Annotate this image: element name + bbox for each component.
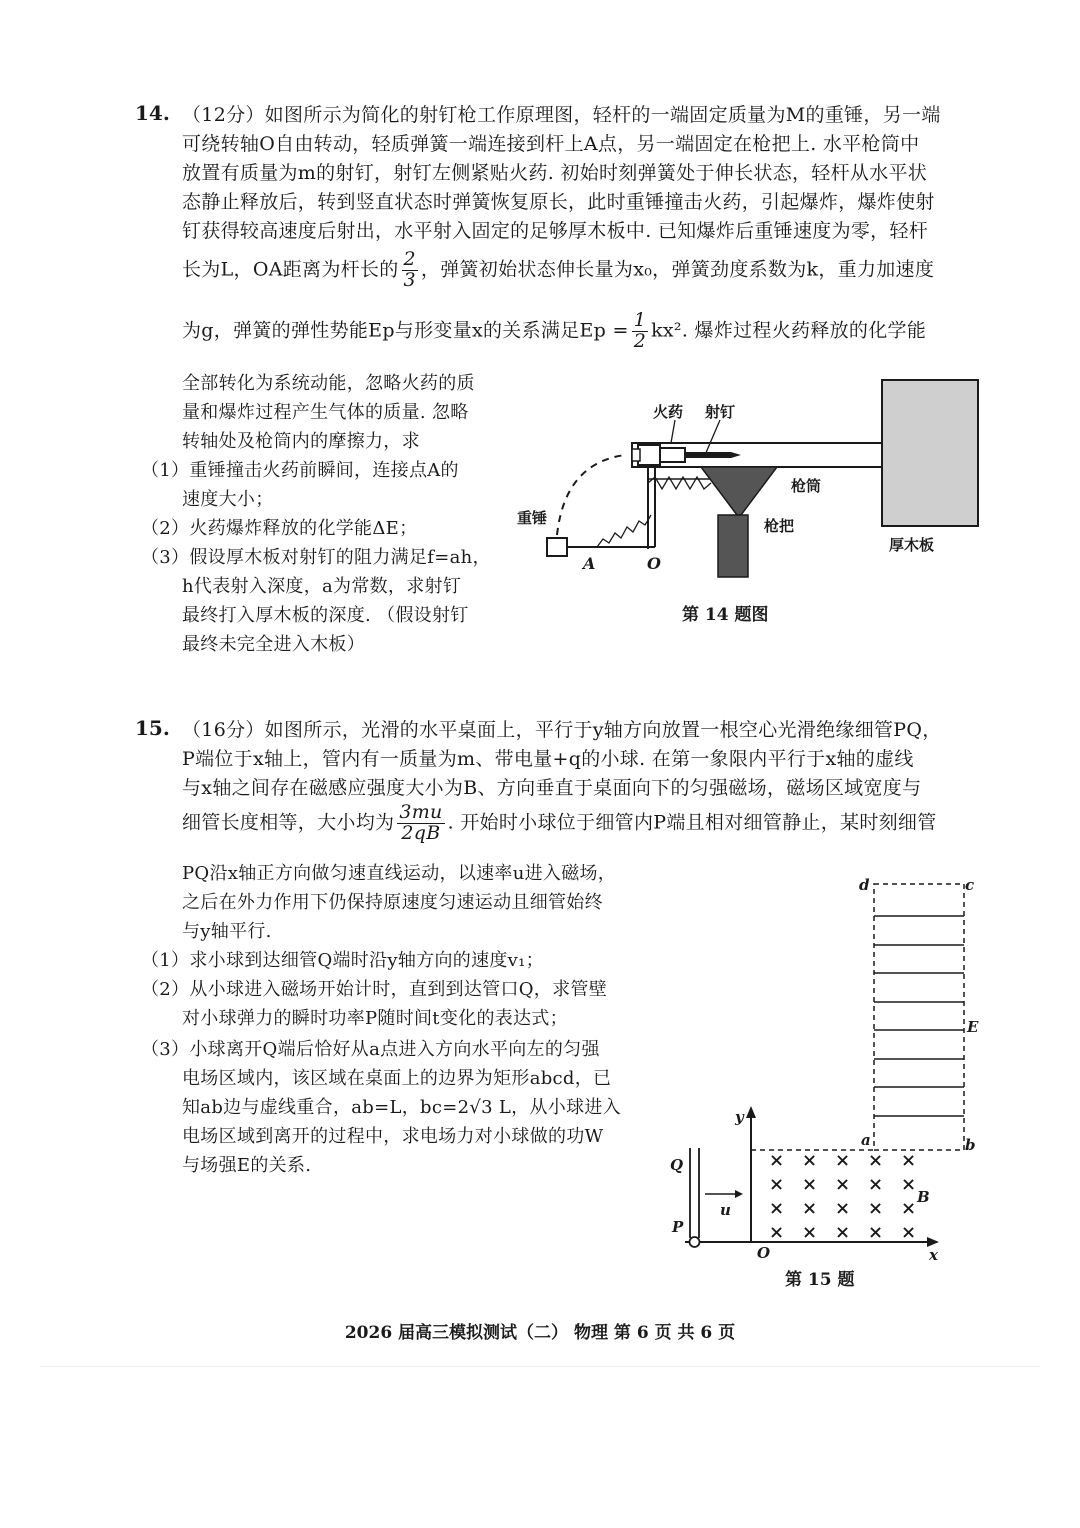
field-cross: ×: [802, 1198, 818, 1219]
field-cross: ×: [802, 1222, 818, 1243]
q15-line-3: 与x轴之间存在磁感应强度大小为B、方向垂直于桌面向下的匀强磁场，磁场区域宽度与: [182, 777, 922, 799]
label-O: O: [647, 554, 661, 573]
q15-line-4-b: . 开始时小球位于细管内P端且相对细管静止，某时刻细管: [447, 811, 937, 834]
label-a: a: [861, 1131, 871, 1149]
label-b: b: [965, 1136, 976, 1154]
q15-sub3-c: 知ab边与虚线重合，ab=L，bc=2√3 L，从小球进入: [182, 1097, 621, 1118]
label-nail: 射钉: [705, 403, 736, 421]
label-B: B: [917, 1188, 930, 1206]
q14-number: 14.: [135, 101, 170, 125]
field-cross: ×: [769, 1174, 785, 1195]
q14-line-1: （12分）如图所示为简化的射钉枪工作原理图，轻杆的一端固定质量为M的重锤，另一端: [182, 104, 941, 126]
q15-line-2: P端位于x轴上，管内有一质量为m、带电量+q的小球. 在第一象限内平行于x轴的虚线: [182, 748, 914, 770]
label-gunpowder: 火药: [653, 403, 684, 421]
q15-line-4-a: 细管长度相等，大小均为: [182, 811, 395, 834]
q15-left-line-3: 与y轴平行.: [182, 921, 272, 942]
label-E: E: [967, 1018, 979, 1036]
label-handle: 枪把: [764, 517, 795, 535]
q14-line-7-b: kx². 爆炸过程火药释放的化学能: [651, 319, 927, 342]
label-origin: O: [757, 1244, 771, 1262]
field-cross: ×: [868, 1150, 884, 1171]
nail-head: [660, 448, 685, 462]
figure-15-caption: 第 15 题: [785, 1270, 855, 1290]
swing-arc: [557, 455, 625, 535]
q14-line-6-b: ，弹簧初始状态伸长量为x₀，弹簧劲度系数为k，重力加速度: [420, 258, 935, 281]
magnetic-field-crosses: [769, 1150, 916, 1243]
divider-line: [40, 1366, 1040, 1367]
figure-14-nail-gun: [505, 375, 985, 590]
q14-sub3-c: 最终打入厚木板的深度. （假设射钉: [182, 605, 469, 626]
label-u: u: [720, 1201, 731, 1219]
q14-line-7-a: 为g，弹簧的弹性势能Ep与形变量x的关系满足Ep =: [182, 319, 629, 342]
field-cross: ×: [835, 1198, 851, 1219]
figure-14-caption: 第 14 题图: [682, 605, 769, 625]
field-cross: ×: [802, 1174, 818, 1195]
q14-line-2: 可绕转轴O自由转动，轻质弹簧一端连接到杆上A点，另一端固定在枪把上. 水平枪筒中: [182, 133, 920, 155]
q14-line-7: [182, 311, 926, 352]
field-cross: ×: [835, 1174, 851, 1195]
q15-left-line-1: PQ沿x轴正方向做匀速直线运动，以速率u进入磁场，: [182, 863, 617, 884]
q14-sub3-b: h代表射入深度，a为常数，求射钉: [182, 576, 462, 597]
label-d: d: [859, 876, 870, 894]
field-cross: ×: [901, 1150, 917, 1171]
label-board: 厚木板: [889, 536, 935, 554]
q15-number: 15.: [135, 716, 170, 740]
field-cross: ×: [868, 1174, 884, 1195]
q15-sub3-a: （3）小球离开Q端后恰好从a点进入方向水平向左的匀强: [141, 1039, 600, 1060]
label-c: c: [965, 876, 975, 894]
q15-sub3-d: 电场区域到离开的过程中，求电场力对小球做的功W: [182, 1126, 604, 1147]
figure-15-field-diagram: [665, 872, 985, 1267]
field-cross: ×: [901, 1222, 917, 1243]
q15-sub2-b: 对小球弹力的瞬时功率P随时间t变化的表达式；: [182, 1008, 568, 1029]
field-cross: ×: [835, 1150, 851, 1171]
label-Q: Q: [670, 1156, 684, 1174]
field-cross: ×: [802, 1150, 818, 1171]
field-cross: ×: [769, 1222, 785, 1243]
gunpowder-block: [638, 445, 660, 465]
handle-funnel: [701, 467, 777, 515]
fraction-one-half: $\frac{1}{2}$: [633, 309, 647, 352]
nail-shaft: [685, 452, 741, 458]
q14-line-3: 放置有质量为m的射钉，射钉左侧紧贴火药. 初始时刻弹簧处于伸长状态，轻杆从水平状: [182, 162, 928, 184]
hammer-block: [547, 538, 567, 556]
field-cross: ×: [868, 1198, 884, 1219]
handle-grip: [718, 515, 748, 577]
q14-line-5: 钉获得较高速度后射出，水平射入固定的足够厚木板中. 已知爆炸后重锤速度为零，轻杆: [182, 220, 929, 242]
q14-sub2: （2）火药爆炸释放的化学能ΔE；: [141, 518, 418, 539]
q15-line-1: （16分）如图所示，光滑的水平桌面上，平行于y轴方向放置一根空心光滑绝缘细管PQ，: [182, 719, 942, 741]
label-y: y: [735, 1108, 744, 1126]
label-A: A: [583, 554, 596, 573]
q15-sub1: （1）求小球到达细管Q端时沿y轴方向的速度v₁；: [141, 950, 544, 971]
q14-sub1-b: 速度大小；: [182, 489, 274, 510]
field-cross: ×: [868, 1222, 884, 1243]
fraction-two-thirds: $\frac{2}{3}$: [403, 248, 416, 291]
q14-sub3-a: （3）假设厚木板对射钉的阻力满足f=ah，: [141, 547, 491, 568]
page-footer: 2026 届高三模拟测试（二） 物理 第 6 页 共 6 页: [344, 1323, 736, 1343]
label-hammer: 重锤: [517, 509, 548, 527]
q15-left-line-2: 之后在外力作用下仍保持原速度匀速运动且细管始终: [182, 892, 603, 913]
q15-line-4: [182, 803, 937, 844]
q14-line-6-a: 长为L，OA距离为杆长的: [182, 258, 399, 281]
q15-sub2-a: （2）从小球进入磁场开始计时，直到到达管口Q，求管壁: [141, 979, 608, 1000]
field-cross: ×: [835, 1222, 851, 1243]
thick-board: [882, 380, 978, 526]
label-barrel: 枪筒: [791, 477, 822, 495]
q14-sub3-d: 最终未完全进入木板）: [182, 634, 365, 655]
q15-sub3-b: 电场区域内，该区域在桌面上的边界为矩形abcd，已: [182, 1068, 612, 1089]
q14-sub1-a: （1）重锤撞击火药前瞬间，连接点A的: [141, 460, 459, 481]
q14-left-line-3: 转轴处及枪筒内的摩擦力，求: [182, 431, 420, 452]
ball: [690, 1237, 700, 1247]
label-x: x: [929, 1246, 938, 1264]
electric-field-lines: [874, 916, 964, 1116]
spring-diagonal: [597, 515, 651, 547]
field-cross: ×: [769, 1150, 785, 1171]
field-cross: ×: [901, 1198, 917, 1219]
field-rectangle-abcd: [874, 884, 964, 1150]
q15-sub3-e: 与场强E的关系.: [182, 1155, 312, 1176]
label-P: P: [672, 1218, 684, 1236]
q14-line-4: 态静止释放后，转到竖直状态时弹簧恢复原长，此时重锤撞击火药，引起爆炸，爆炸使射: [182, 191, 935, 213]
q14-left-line-2: 量和爆炸过程产生气体的质量. 忽略: [182, 402, 469, 423]
fraction-3mu-2qB: $\frac{3mu}{2qB}$: [399, 801, 443, 844]
field-cross: ×: [901, 1174, 917, 1195]
q14-left-line-1: 全部转化为系统动能，忽略火药的质: [182, 373, 475, 394]
q14-line-6: [182, 250, 934, 291]
field-cross: ×: [769, 1198, 785, 1219]
